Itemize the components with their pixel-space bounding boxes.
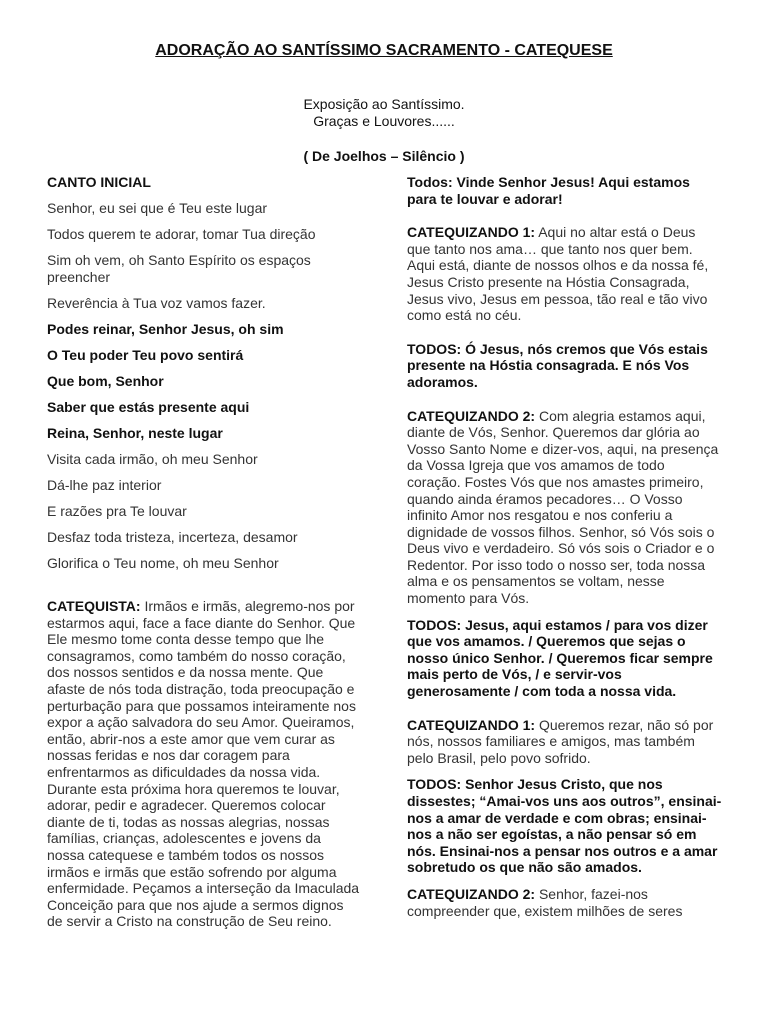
todos-response-2: TODOS: Ó Jesus, nós cremos que Vós estais presente na Hóstia consagrada. E nós Vos adoramos. <box>407 340 708 390</box>
catequizando-2-paragraph <box>407 408 722 607</box>
canto-line: O Teu poder Teu povo sentirá <box>47 347 244 363</box>
canto-heading: CANTO INICIAL <box>47 174 151 190</box>
right-column <box>407 174 722 919</box>
todos-response-1: Todos: Vinde Senhor Jesus! Aqui estamos para te louvar e adorar! <box>407 174 690 207</box>
catequizando-label: CATEQUIZANDO 2: <box>407 885 536 902</box>
catequizando-1b-paragraph <box>407 717 722 767</box>
instruction-kneel: ( De Joelhos – Silêncio ) <box>303 148 465 164</box>
canto-line: Sim oh vem, oh Santo Espírito os espaços preencher <box>47 252 311 285</box>
canto-line: Que bom, Senhor <box>47 373 164 389</box>
page-title: ADORAÇÃO AO SANTÍSSIMO SACRAMENTO - CATEQUESE <box>155 42 613 59</box>
canto-line: Glorifica o Teu nome, oh meu Senhor <box>47 555 279 571</box>
canto-line: Reina, Senhor, neste lugar <box>47 425 223 441</box>
catequizando-label: CATEQUIZANDO 2: <box>407 407 536 424</box>
catequizando-text: Queremos rezar, não só por nós, nossos familiares e amigos, mas também pelo Brasil, pelo povo sofrido. <box>407 716 714 766</box>
subtitle-gracas: Graças e Louvores...... <box>313 113 455 129</box>
todos-response-4: TODOS: Senhor Jesus Cristo, que nos dissestes; “Amai-vos uns aos outros”, ensinai-nos a amar de verdade e com obras; ensinai-nos a não ser egoístas, a não pensar só em nós. Ensinai-nos a pensar nos outros e a amar sobretudo os que não são amados. <box>407 776 722 876</box>
todos-response-3: TODOS: Jesus, aqui estamos / para vos dizer que vos amamos. / Queremos que sejas o nosso único Senhor. / Queremos ficar sempre mais perto de Vós, / e servir-vos generosamente / com toda a nossa vida. <box>407 616 713 700</box>
catequizando-label: CATEQUIZANDO 1: <box>407 716 536 733</box>
canto-line: Todos querem te adorar, tomar Tua direção <box>47 226 316 242</box>
catequista-text: Irmãos e irmãs, alegremo-nos por estarmos aqui, face a face diante do Senhor. Que Ele mesmo tome conta desse tempo que lhe consagramos, como também do nosso coração, dos nossos sentidos e da nossa mente. Que afaste de nós toda distração, toda preocupação e perturbação para que possamos inteiramente nos expor a ação salvadora do seu Amor. Queiramos, então, abrir-nos a este amor que vem curar as nossas feridas e nos dar coragem para enfrentarmos as dificuldades da nossa vida. Durante esta próxima hora queremos te louvar, adorar, pedir e agradecer. Queremos colocar diante de ti, todas as nossas alegrias, nossas famílias, crianças, adolescentes e jovens da nossa catequese e também todos os nossos irmãos e irmãs que estão sofrendo por alguma enfermidade. Peçamos a interseção da Imaculada Conceição para que nos ajude a sermos dignos de servir a Cristo na construção de Seu reino. <box>47 598 360 930</box>
canto-line: Senhor, eu sei que é Teu este lugar <box>47 200 268 216</box>
canto-line: Dá-lhe paz interior <box>47 477 162 493</box>
catequizando-text: Aqui no altar está o Deus que tanto nos ama… que tanto nos quer bem. Aqui está, diante de nossos olhos e da nossa fé, Jesus Cristo presente na Hóstia Consagrada, Jesus vivo, Jesus em pessoa, tão real e tão vivo como está no céu. <box>407 224 709 324</box>
canto-line: Reverência à Tua voz vamos fazer. <box>47 295 266 311</box>
canto-line: Visita cada irmão, oh meu Senhor <box>47 451 258 467</box>
catequizando-text: Com alegria estamos aqui, diante de Vós, Senhor. Queremos dar glória ao Vosso Santo Nome e dizer-vos, aqui, na presença da Vossa Igreja que vos amamos de todo coração. Fostes Vós que nos amastes primeiro, quando ainda éramos pecadores… O Vosso infinito Amor nos resgatou e nos conferiu a dignidade de vossos filhos. Senhor, só Vós sois o Deus vivo e verdadeiro. Só vós sois o Criador e o Redentor. Por isso todo o nosso ser, toda nossa alma e os pensamentos se voltam, nesse momento para Vós. <box>407 407 719 607</box>
canto-line: E razões pra Te louvar <box>47 503 187 519</box>
catequizando-text: Senhor, fazei-nos compreender que, existem milhões de seres <box>407 885 683 919</box>
subtitle-exposicao: Exposição ao Santíssimo. <box>303 96 465 112</box>
canto-line: Podes reinar, Senhor Jesus, oh sim <box>47 321 284 337</box>
catequizando-2b-paragraph <box>407 886 722 919</box>
catequista-paragraph <box>47 598 362 930</box>
catequizando-1-paragraph <box>407 224 722 324</box>
catequista-label: CATEQUISTA: <box>47 598 141 614</box>
catequizando-label: CATEQUIZANDO 1: <box>407 224 536 241</box>
canto-line: Desfaz toda tristeza, incerteza, desamor <box>47 529 298 545</box>
canto-line: Saber que estás presente aqui <box>47 399 250 415</box>
left-column <box>47 174 362 930</box>
